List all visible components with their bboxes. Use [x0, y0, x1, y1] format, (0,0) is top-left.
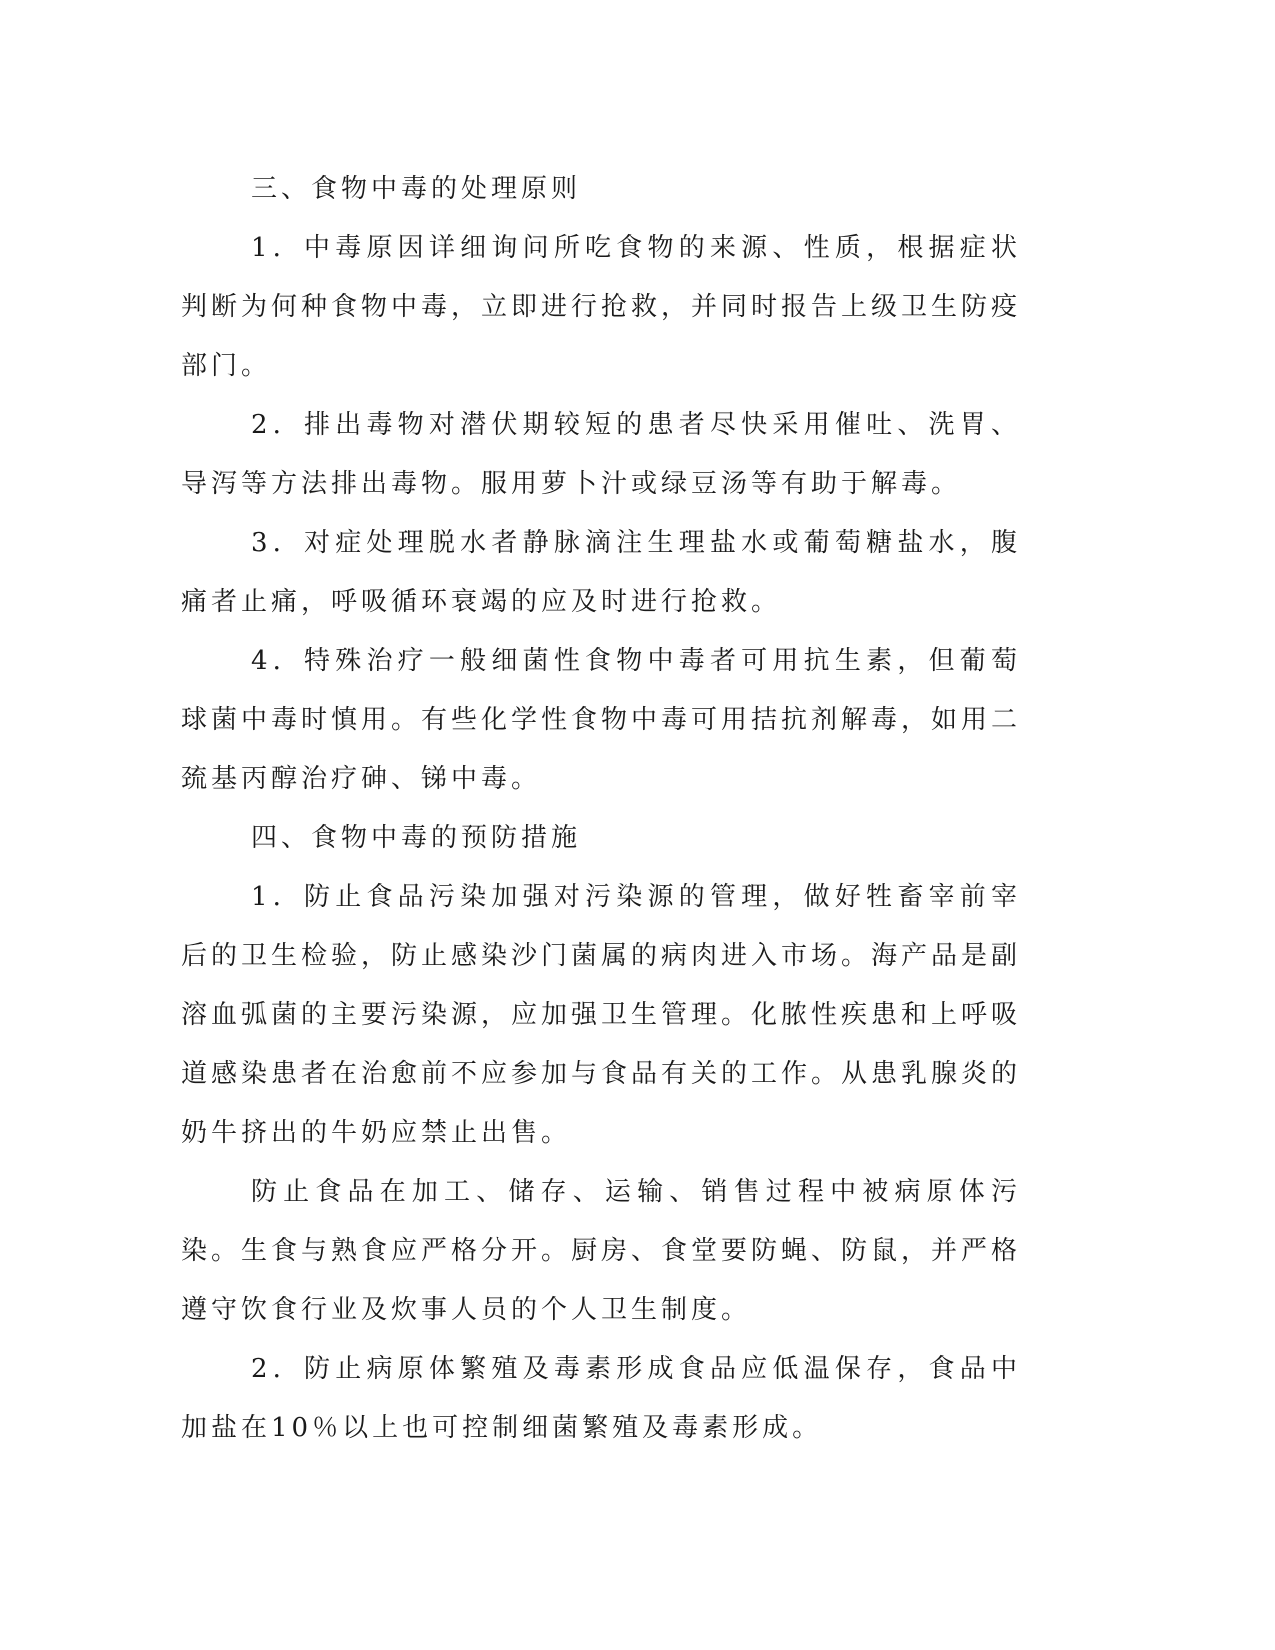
prevention-item-1-continued: 防止食品在加工、储存、运输、销售过程中被病原体污染。生食与熟食应严格分开。厨房、食堂要防蝇、防鼠，并严格遵守饮食行业及炊事人员的个人卫生制度。	[181, 1177, 1022, 1325]
treatment-item-1: 1．中毒原因详细询问所吃食物的来源、性质，根据症状判断为何种食物中毒，立即进行抢救，并同时报告上级卫生防疫部门。	[181, 233, 1022, 381]
prevention-item-1: 1．防止食品污染加强对污染源的管理，做好牲畜宰前宰后的卫生检验，防止感染沙门菌属的病肉进入市场。海产品是副溶血弧菌的主要污染源，应加强卫生管理。化脓性疾患和上呼吸道感染患者在治愈前不应参加与食品有关的工作。从患乳腺炎的奶牛挤出的牛奶应禁止出售。	[181, 882, 1022, 1148]
treatment-item-2: 2．排出毒物对潜伏期较短的患者尽快采用催吐、洗胃、导泻等方法排出毒物。服用萝卜汁或绿豆汤等有助于解毒。	[181, 410, 1021, 499]
section-heading-prevention: 四、食物中毒的预防措施	[251, 823, 582, 853]
treatment-item-4: 4．特殊治疗一般细菌性食物中毒者可用抗生素，但葡萄球菌中毒时慎用。有些化学性食物中毒可用拮抗剂解毒，如用二巯基丙醇治疗砷、锑中毒。	[181, 646, 1022, 794]
prevention-item-2: 2．防止病原体繁殖及毒素形成食品应低温保存，食品中加盐在10％以上也可控制细菌繁殖及毒素形成。	[181, 1354, 1021, 1443]
document-body	[181, 160, 1021, 1458]
section-heading-treatment: 三、食物中毒的处理原则	[251, 174, 582, 204]
treatment-item-3: 3．对症处理脱水者静脉滴注生理盐水或葡萄糖盐水，腹痛者止痛，呼吸循环衰竭的应及时进行抢救。	[181, 528, 1021, 617]
